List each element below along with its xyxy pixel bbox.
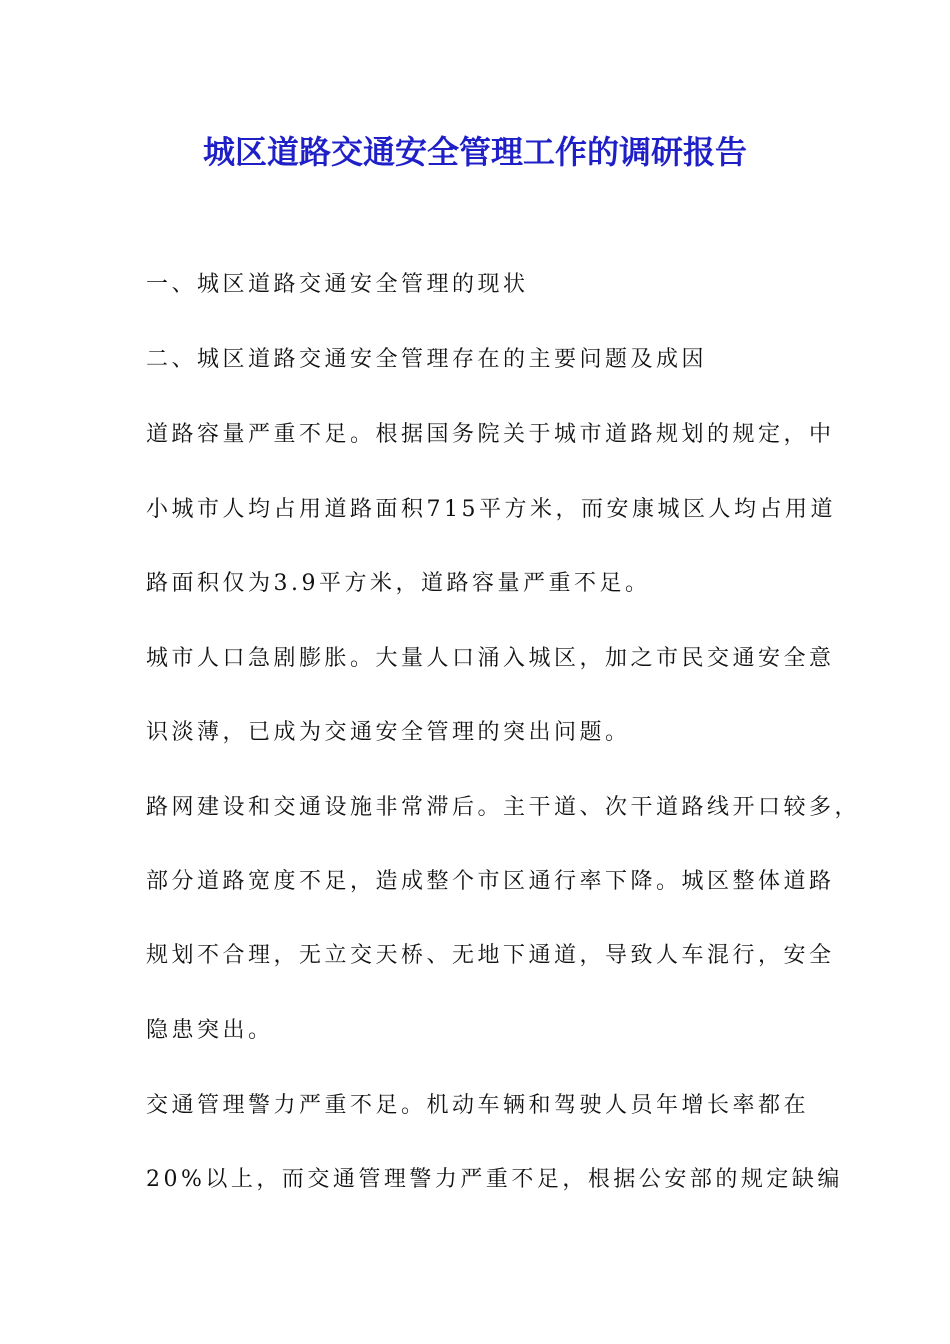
section-heading-2: 二、城区道路交通安全管理存在的主要问题及成因 [146,347,708,372]
section-heading-1: 一、城区道路交通安全管理的现状 [146,272,529,297]
body-line: 部分道路宽度不足，造成整个市区通行率下降。城区整体道路 [146,869,835,894]
body-line: 路面积仅为3.9平方米，道路容量严重不足。 [146,571,651,596]
body-line: 路网建设和交通设施非常滞后。主干道、次干道路线开口较多， [146,795,861,820]
body-line: 小城市人均占用道路面积715平方米，而安康城区人均占用道 [146,497,836,522]
page-title: 城区道路交通安全管理工作的调研报告 [202,133,747,171]
body-line: 交通管理警力严重不足。机动车辆和驾驶人员年增长率都在 [146,1093,810,1118]
body-line: 隐患突出。 [146,1018,274,1043]
body-line: 20%以上，而交通管理警力严重不足，根据公安部的规定缺编 [146,1167,843,1192]
body-line: 道路容量严重不足。根据国务院关于城市道路规划的规定，中 [146,422,835,447]
body-line: 城市人口急剧膨胀。大量人口涌入城区，加之市民交通安全意 [146,646,835,671]
body-line: 规划不合理，无立交天桥、无地下通道，导致人车混行，安全 [146,943,835,968]
body-line: 识淡薄，已成为交通安全管理的突出问题。 [146,720,631,745]
